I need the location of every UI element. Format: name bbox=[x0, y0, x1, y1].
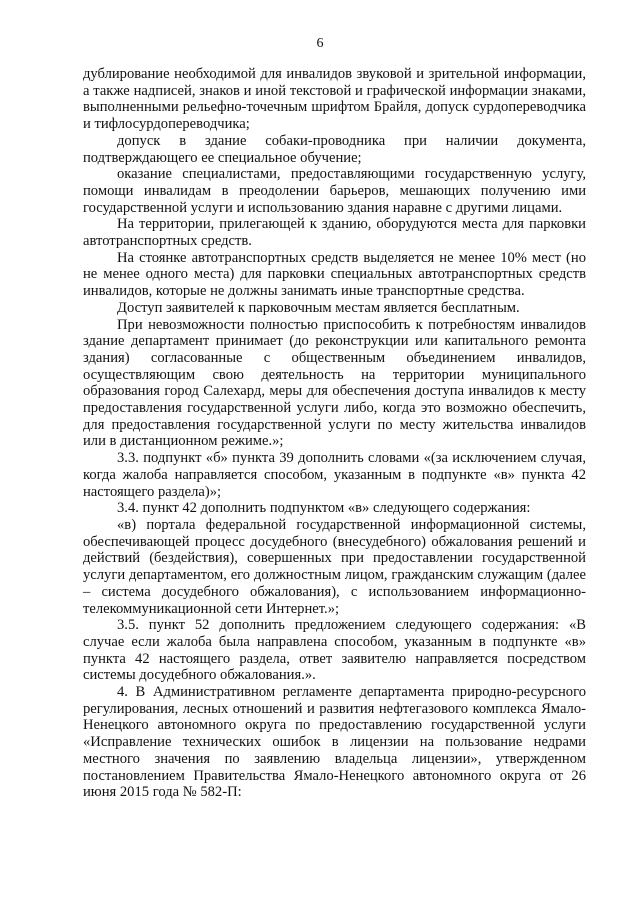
paragraph-3: оказание специалистами, предоставляющими государственную услугу, помощи инвалидам в преодолении барьеров, мешающих получению ими государственной услуги и использованию здания наравне с другими лицами. bbox=[83, 166, 586, 216]
paragraph-6: Доступ заявителей к парковочным местам является бесплатным. bbox=[117, 299, 520, 316]
paragraph-5: На стоянке автотранспортных средств выделяется не менее 10% мест (но не менее одного места) для парковки специальных автотранспортных средств инвалидов, которые не должны занимать иные транспортные средства. bbox=[83, 249, 586, 300]
paragraph-1: дублирование необходимой для инвалидов звуковой и зрительной информации, а также надписей, знаков и иной текстовой и графической информации знаками, выполненными рельефно-точечным шрифтом Брайля, допуск сурдопереводчика и тифлосурдопереводчика; bbox=[83, 66, 586, 133]
paragraph-2: допуск в здание собаки-проводника при наличии документа, подтверждающего ее специальное обучение; bbox=[83, 132, 586, 166]
page-number: 6 bbox=[316, 36, 324, 51]
document-body bbox=[83, 66, 586, 801]
paragraph-9: 3.4. пункт 42 дополнить подпунктом «в» следующего содержания: bbox=[117, 500, 531, 517]
paragraph-12: 4. В Административном регламенте департамента природно-ресурсного регулирования, лесных отношений и развития нефтегазового комплекса Ямало-Ненецкого автономного округа по предоставлению государственной услуги «Исправление технических ошибок в лицензии на пользование недрами местного значения по заявлению владельца лицензии», утвержденном постановлением Правительства Ямало-Ненецкого автономного округа от 26 июня 2015 года № 582-П: bbox=[83, 684, 586, 801]
paragraph-11: 3.5. пункт 52 дополнить предложением следующего содержания: «В случае если жалоба была направлена способом, указанным в подпункте «в» пункта 42 настоящего раздела, ответ заявителю направляется посредством системы досудебного обжалования.». bbox=[83, 617, 586, 684]
paragraph-8: 3.3. подпункт «б» пункта 39 дополнить словами «(за исключением случая, когда жалоба направляется способом, указанным в подпункте «в» пункта 42 настоящего раздела)»; bbox=[83, 450, 586, 500]
paragraph-4: На территории, прилегающей к зданию, оборудуются места для парковки автотранспортных средств. bbox=[83, 216, 586, 250]
paragraph-10: «в) портала федеральной государственной информационной системы, обеспечивающей процесс досудебного (внесудебного) обжалования решений и действий (бездействия), совершенных при предоставлении государственной услуги департаментом, его должностным лицом, гражданским служащим (далее – система досудебного обжалования), с использованием информационно-телекоммуникационной сети Интернет.»; bbox=[83, 516, 586, 617]
paragraph-7: При невозможности полностью приспособить к потребностям инвалидов здание департамент принимает (до реконструкции или капитального ремонта здания) согласованные с общественным объединением инвалидов, осуществляющим свою деятельность на территории муниципального образования город Салехард, меры для обеспечения доступа инвалидов к месту предоставления государственной услуги либо, когда это возможно обеспечить, для предоставления государственной услуги по месту жительства инвалидов или в дистанционном режиме.»; bbox=[83, 316, 586, 450]
